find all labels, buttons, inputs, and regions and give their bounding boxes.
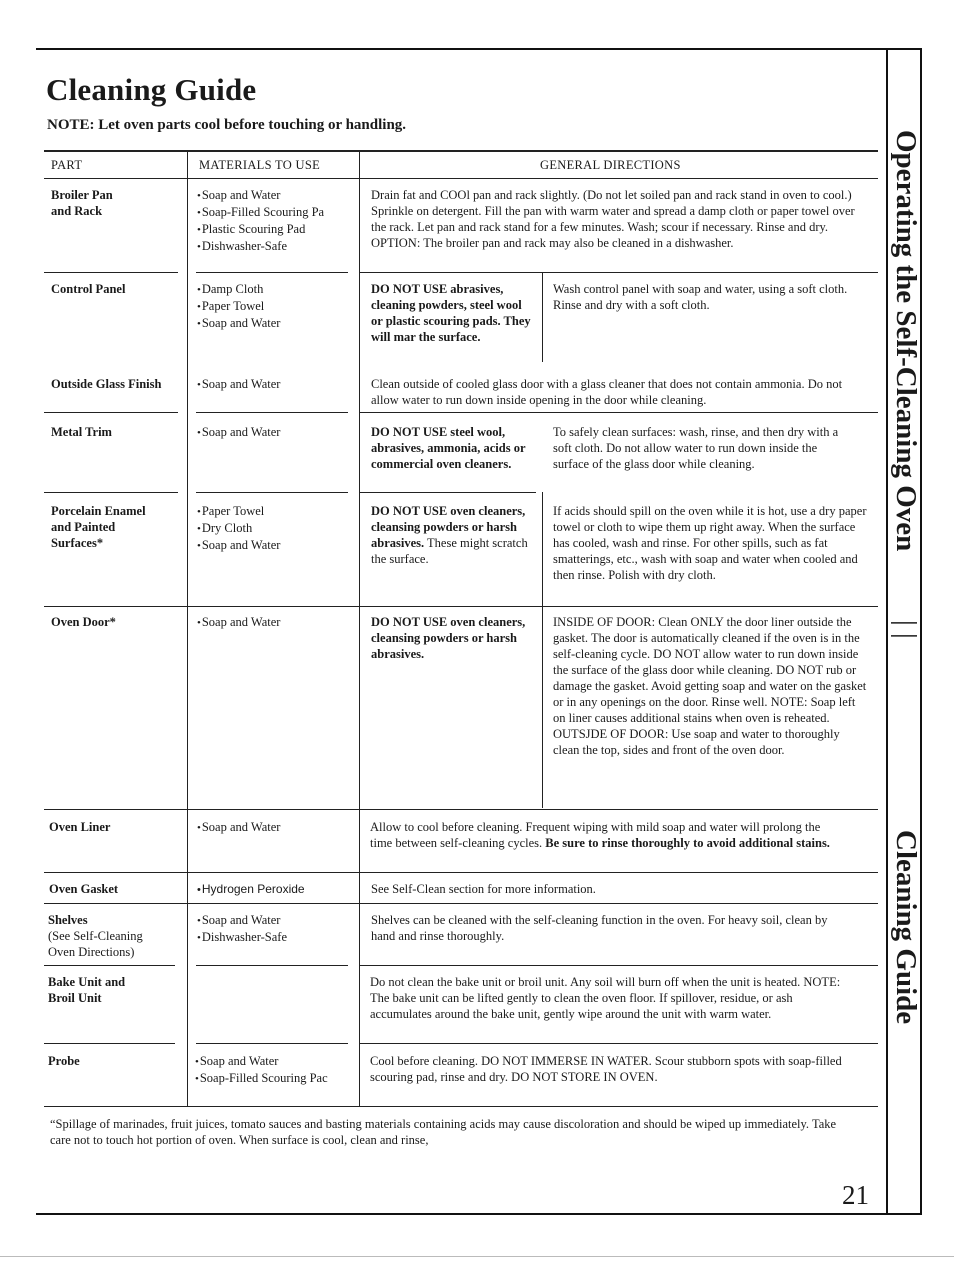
materials-shelves: • Soap and Water • Dishwasher-Safe: [197, 912, 349, 946]
header-bottom-line: [44, 178, 878, 179]
materials-broiler-pan: • Soap and Water • Soap-Filled Scouring Pa • Plastic Scouring Pad • Dishwasher-Safe: [197, 187, 349, 255]
row-separator: [196, 965, 348, 966]
top-rule: [36, 48, 922, 50]
row-separator: [44, 903, 878, 904]
row-separator: [196, 492, 348, 493]
scan-bottom-line: [0, 1256, 954, 1257]
directions-broiler-pan: Drain fat and COOl pan and rack slightly. (Do not let soiled pan and rack stand in oven to cool.) Sprinkle on detergent. Fill the pan with warm water and spread a damp cloth or paper towel over the rack. Let pan and rack stand for a few minutes. Wash; scour if necessary. Rinse and dry. OPTION: The broiler pan and rack may also be cleaned in a dishwasher.: [371, 188, 855, 250]
directions-oven-door: [553, 614, 867, 758]
directions-oven-liner: Allow to cool before cleaning. Frequent wiping with mild soap and water will prolong the time between self-cleaning cycles. Be sure to rinse thoroughly to avoid additional stains.: [370, 820, 830, 850]
materials-oven-liner: • Soap and Water: [197, 819, 349, 836]
row-separator: [360, 965, 878, 966]
part-broiler-pan: Broiler Pan and Rack: [51, 188, 113, 218]
directions-shelves: Shelves can be cleaned with the self-cleaning function in the oven. For heavy soil, clean by hand and rinse thoroughly.: [371, 913, 828, 943]
materials-oven-door: • Soap and Water: [197, 614, 349, 631]
row-separator: [44, 606, 878, 607]
caution-oven-door: DO NOT USE oven cleaners, cleansing powders or harsh abrasives.: [371, 615, 526, 661]
bottom-rule: [36, 1213, 922, 1215]
row-separator: [44, 965, 175, 966]
part-probe: Probe: [48, 1054, 80, 1068]
directions-metal-trim: To safely clean surfaces: wash, rinse, and then dry with a soft cloth. Do not allow water to run down inside the surface of the glass door while cleaning.: [553, 425, 839, 471]
part-shelves: Shelves (See Self-Cleaning Oven Directions): [48, 913, 143, 959]
part-oven-door: Oven Door*: [51, 615, 116, 629]
part-bake-broil-unit: Bake Unit and Broil Unit: [48, 975, 126, 1005]
directions-bake-broil-unit: Do not clean the bake unit or broil unit. Any soil will burn off when the unit is heated. NOTE: The bake unit can be lifted gently to clean the oven floor. If spillover, residue, or ash accumulates around the bake unit, gently wipe around the unit with warm water.: [370, 975, 841, 1021]
directions-inside-door: INSIDE OF DOOR: Clean ONLY the door liner outside the gasket. The door is automatically cleaned if the oven is in the self-cleaning cycle. DO NOT allow water to run down inside the surface of the glass door while cleaning. DO NOT rub or damage the gasket. Avoid getting soap and water on the gasket or in any openings on the door. Rinse well. NOTE: Soap left on liner causes additional stains when oven is reheated.: [553, 615, 867, 725]
directions-oven-gasket: See Self-Clean section for more information.: [371, 882, 596, 896]
spillage-footnote: “Spillage of marinades, fruit juices, tomato sauces and basting materials containing acids may cause discoloration and should be wiped up immediately. Take care not to touch hot portion of oven. When surface is cool, clean and rinse,: [50, 1117, 837, 1147]
caution-porcelain-enamel: DO NOT USE oven cleaners, cleansing powders or harsh abrasives. These might scratch the surface.: [371, 504, 528, 566]
header-part: PART: [51, 158, 83, 172]
row-separator: [360, 272, 878, 273]
row-separator: [44, 272, 178, 273]
column-divider-1: [187, 150, 188, 1106]
part-oven-liner: Oven Liner: [49, 820, 111, 834]
sidebar-left-rule: [886, 48, 888, 1215]
materials-outside-glass: • Soap and Water: [197, 376, 349, 393]
cool-parts-note: NOTE: Let oven parts cool before touching or handling.: [47, 117, 407, 133]
directions-control-panel: Wash control panel with soap and water, using a soft cloth. Rinse and dry with a soft cloth.: [553, 282, 848, 312]
materials-probe: • Soap and Water • Soap-Filled Scouring Pac: [195, 1053, 350, 1087]
row-separator: [196, 412, 348, 413]
caution-metal-trim: DO NOT USE steel wool, abrasives, ammonia, acids or commercial oven cleaners.: [371, 425, 526, 471]
caution-control-panel: DO NOT USE abrasives, cleaning powders, steel wool or plastic scouring pads. They will mar the surface.: [371, 282, 531, 344]
caution-divider-metal: [542, 492, 543, 808]
directions-outside-glass: Clean outside of cooled glass door with a glass cleaner that does not contain ammonia. Do not allow water to run down inside opening in the door while cleaning.: [371, 377, 843, 407]
row-separator: [44, 872, 878, 873]
row-separator: [44, 809, 878, 810]
row-separator: [360, 1043, 878, 1044]
caution-divider-control: [542, 272, 543, 362]
column-divider-2: [359, 150, 360, 1106]
materials-metal-trim: • Soap and Water: [197, 424, 349, 441]
header-top-line: [44, 150, 878, 152]
page-title: Cleaning Guide: [46, 72, 257, 107]
side-tab-divider: | |: [890, 620, 922, 639]
header-materials: MATERIALS TO USE: [199, 158, 321, 172]
row-separator: [44, 412, 178, 413]
row-separator: [360, 492, 536, 493]
row-separator: [44, 1043, 175, 1044]
part-outside-glass: Outside Glass Finish: [51, 377, 162, 391]
side-tab-section: Operating the Self-Cleaning Oven: [890, 130, 922, 552]
row-separator: [196, 272, 348, 273]
row-separator: [360, 412, 878, 413]
side-tab-topic: Cleaning Guide: [890, 830, 922, 1025]
table-bottom-line: [44, 1106, 878, 1107]
part-oven-gasket: Oven Gasket: [49, 882, 119, 896]
row-separator: [196, 1043, 348, 1044]
directions-porcelain-enamel: If acids should spill on the oven while it is hot, use a dry paper towel or cloth to wipe them up right away. When the surface has cooled, wash and rinse. For other spills, such as fat smatterings, etc., wash with soap and water when cooled and then rinse. Polish with dry cloth.: [553, 504, 867, 582]
page-number: 21: [842, 1180, 869, 1210]
directions-probe: Cool before cleaning. DO NOT IMMERSE IN WATER. Scour stubborn spots with soap-filled scouring pad, rinse and dry. DO NOT STORE IN OVEN.: [370, 1054, 842, 1084]
materials-porcelain-enamel: • Paper Towel • Dry Cloth • Soap and Water: [197, 503, 349, 554]
directions-outside-door: OUTSJDE OF DOOR: Use soap and water to thoroughly clean the top, sides and front of the oven door.: [553, 727, 840, 757]
part-porcelain-enamel: Porcelain Enamel and Painted Surfaces*: [51, 504, 146, 550]
part-control-panel: Control Panel: [51, 282, 126, 296]
materials-control-panel: • Damp Cloth • Paper Towel • Soap and Water: [197, 281, 349, 332]
materials-oven-gasket: • Hydrogen Peroxide: [197, 881, 349, 898]
row-separator: [44, 492, 178, 493]
header-directions: GENERAL DIRECTIONS: [540, 158, 681, 172]
part-metal-trim: Metal Trim: [51, 425, 112, 439]
